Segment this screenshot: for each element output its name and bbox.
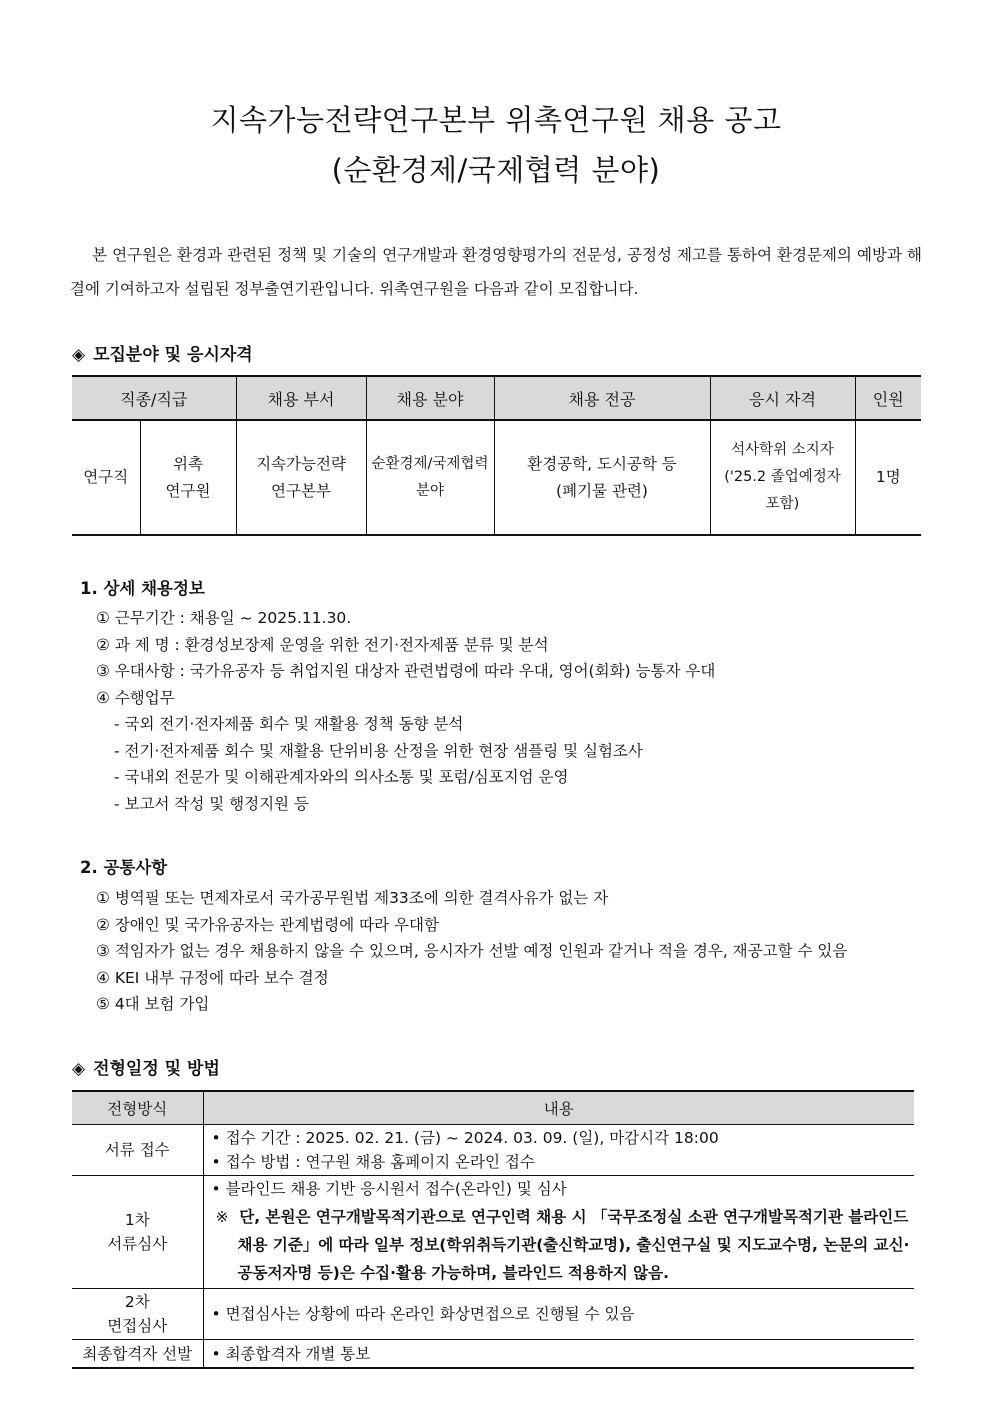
recruit-table-header [72,376,921,420]
header-job: 직종/직급 [72,376,236,420]
page-subtitle: (순환경제/국제협력 분야) [331,153,661,187]
cell-content [203,1176,914,1289]
header-dept: 채용 부서 [236,376,366,420]
cell-qual-line: ('25.2 졸업예정자 [724,469,841,485]
cell-qual-line: 포함) [765,496,800,512]
cell-method: 서류 접수 [72,1125,203,1176]
section1-list [96,605,715,817]
list-subitem: - 국외 전기·전자제품 회수 및 재활용 정책 동향 분석 [114,715,464,733]
method-line: 면접심사 [107,1317,168,1335]
cell-content [203,1125,914,1176]
recruit-table [72,375,921,536]
list-item: ④ KEI 내부 규정에 따라 보수 결정 [96,968,329,987]
cell-count: 1명 [855,420,921,535]
note-mark: ※ [215,1208,229,1226]
table-row [72,1125,914,1176]
diamond-icon: ◈ [72,1059,86,1079]
table-row [72,1289,914,1340]
list-item: ① 근무기간 : 채용일 ~ 2025.11.30. [96,609,352,627]
content-line: • 접수 방법 : 연구원 채용 홈페이지 온라인 접수 [211,1153,535,1171]
method-line: 서류심사 [107,1235,168,1253]
method-line: 2차 [124,1293,150,1311]
cell-method [72,1289,203,1340]
blind-note [212,1203,914,1287]
list-subitem: - 보고서 작성 및 행정지원 등 [114,794,309,813]
table-row [72,1176,914,1289]
cell-dept-line: 연구본부 [271,481,331,500]
note-text: 단, 본원은 연구개발목적기관으로 연구인력 채용 시 「국무조정실 소관 연구개발목적기관 블라인드 채용 기준」에 따라 일부 정보(학위취득기관(출신학교명), 출신연구실 및 지도교수명, 논문의 교신·공동저자명 등)은 수집·활용 가능하며, 블라인드 적용하지 않음. [237,1208,910,1282]
process-table-header [72,1091,914,1125]
page-title: 지속가능전략연구본부 위촉연구원 채용 공고 [210,103,782,137]
cell-field-line: 순환경제/국제협력 [371,455,489,472]
diamond-icon: ◈ [72,345,86,365]
cell-content: • 최종합격자 개별 통보 [203,1340,914,1369]
list-item: ⑤ 4대 보험 가입 [96,995,210,1013]
cell-grade [140,420,236,535]
cell-qual [710,420,855,535]
list-item: ② 장애인 및 국가유공자는 관계법령에 따라 우대함 [96,915,439,934]
cell-dept [236,420,366,535]
header-field: 채용 분야 [366,376,494,420]
process-heading-text: 전형일정 및 방법 [93,1059,220,1079]
recruit-section-heading [72,340,253,365]
content-line: • 접수 기간 : 2025. 02. 21. (금) ~ 2024. 03. 09. (일), 마감시각 18:00 [211,1129,719,1147]
table-row [72,420,921,535]
cell-major-line: 환경공학, 도시공학 등 [527,454,677,473]
cell-grade-line: 위촉 [173,454,203,473]
recruit-heading-text: 모집분야 및 응시자격 [93,345,253,365]
cell-field [366,420,494,535]
intro-paragraph: 본 연구원은 환경과 관련된 정책 및 기술의 연구개발과 환경영향평가의 전문성, 공정성 제고를 통하여 환경문제의 예방과 해결에 기여하고자 설립된 정부출연기관입니다. 위촉연구원을 다음과 같이 모집합니다. [70,246,922,298]
section2-heading: 2. 공통사항 [80,858,168,877]
header-count: 인원 [855,376,921,420]
cell-major-line: (폐기물 관련) [556,481,648,500]
section1-heading: 1. 상세 채용정보 [80,579,205,598]
list-item: ③ 적임자가 없는 경우 채용하지 않을 수 있으며, 응시자가 선발 예정 인원과 같거나 적을 경우, 재공고할 수 있음 [96,942,848,960]
cell-content: • 면접심사는 상황에 따라 온라인 화상면접으로 진행될 수 있음 [203,1289,914,1340]
cell-method: 최종합격자 선발 [72,1340,203,1369]
cell-method [72,1176,203,1289]
process-table [72,1090,914,1369]
list-item: ② 과 제 명 : 환경성보장제 운영을 위한 전기·전자제품 분류 및 분석 [96,635,549,654]
cell-qual-line: 석사학위 소지자 [731,442,834,458]
list-item: ③ 우대사항 : 국가유공자 등 취업지원 대상자 관련법령에 따라 우대, 영어(회화) 능통자 우대 [96,662,716,680]
header-qual: 응시 자격 [710,376,855,420]
cell-grade-line: 연구원 [165,481,211,500]
header-method: 전형방식 [72,1091,203,1125]
header-major: 채용 전공 [494,376,710,420]
cell-field-line: 분야 [415,482,444,499]
list-subitem: - 전기·전자제품 회수 및 재활용 단위비용 산정을 위한 현장 샘플링 및 실험조사 [114,741,643,760]
process-section-heading [72,1054,220,1079]
list-subitem: - 국내외 전문가 및 이해관계자와의 의사소통 및 포럼/심포지엄 운영 [114,768,569,786]
list-item: ④ 수행업무 [96,688,175,707]
content-line: • 블라인드 채용 기반 응시원서 접수(온라인) 및 심사 [211,1180,567,1198]
table-row [72,1340,914,1369]
section2-list [96,885,847,1018]
method-line: 1차 [124,1211,150,1229]
list-item: ① 병역필 또는 면제자로서 국가공무원법 제33조에 의한 결격사유가 없는 자 [96,889,609,907]
header-content: 내용 [203,1091,914,1125]
cell-major [494,420,710,535]
cell-dept-line: 지속가능전략 [256,454,346,473]
cell-type: 연구직 [72,420,140,535]
